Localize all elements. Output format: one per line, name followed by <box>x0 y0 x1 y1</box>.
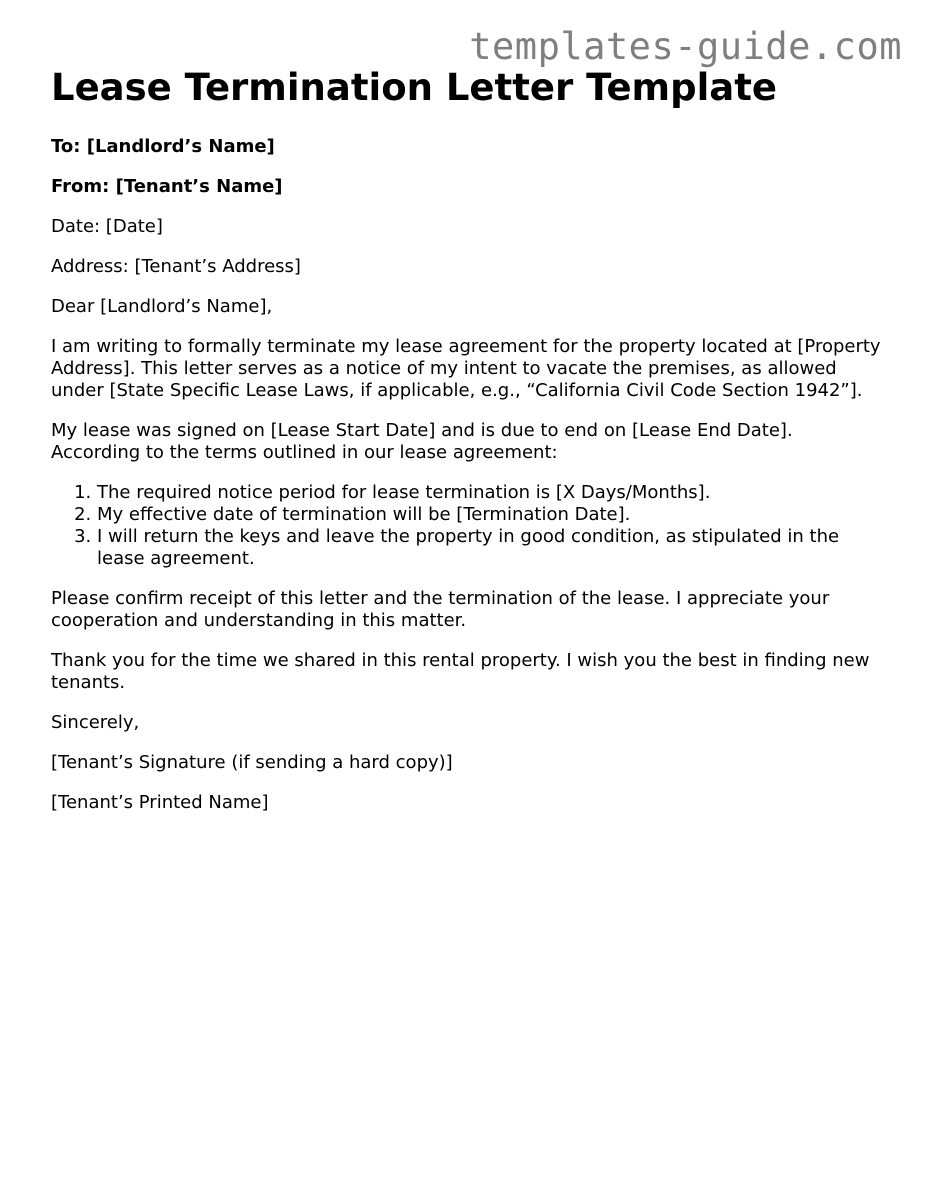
to-line: To: [Landlord’s Name] <box>51 136 275 157</box>
confirm-paragraph: Please confirm receipt of this letter and the termination of the lease. I appreciate your cooperation and understanding in this matter. <box>51 588 830 631</box>
list-item: 1. The required notice period for lease termination is [X Days/Months]. <box>97 482 881 504</box>
terms-list <box>51 482 881 570</box>
address-line: Address: [Tenant’s Address] <box>51 256 301 277</box>
list-item: 3. I will return the keys and leave the property in good condition, as stipulated in the lease agreement. <box>97 526 881 570</box>
page-title: Lease Termination Letter Template <box>51 66 778 109</box>
watermark: templates-guide.com <box>469 25 902 68</box>
printed-name-line: [Tenant’s Printed Name] <box>51 792 269 813</box>
closing: Sincerely, <box>51 712 140 733</box>
thanks-paragraph: Thank you for the time we shared in this rental property. I wish you the best in finding new tenants. <box>51 650 870 693</box>
list-item: 2. My effective date of termination will be [Termination Date]. <box>97 504 881 526</box>
lease-paragraph: My lease was signed on [Lease Start Date] and is due to end on [Lease End Date]. According to the terms outlined in our lease agreement: <box>51 420 793 463</box>
intro-paragraph: I am writing to formally terminate my lease agreement for the property located at [Property Address]. This letter serves as a notice of my intent to vacate the premises, as allowed under [State Specific Lease Laws, if applicable, e.g., “California Civil Code Section 1942”]. <box>51 336 881 401</box>
from-line: From: [Tenant’s Name] <box>51 176 283 197</box>
letter-document <box>51 66 881 832</box>
date-line: Date: [Date] <box>51 216 163 237</box>
salutation: Dear [Landlord’s Name], <box>51 296 273 317</box>
signature-line: [Tenant’s Signature (if sending a hard copy)] <box>51 752 453 773</box>
